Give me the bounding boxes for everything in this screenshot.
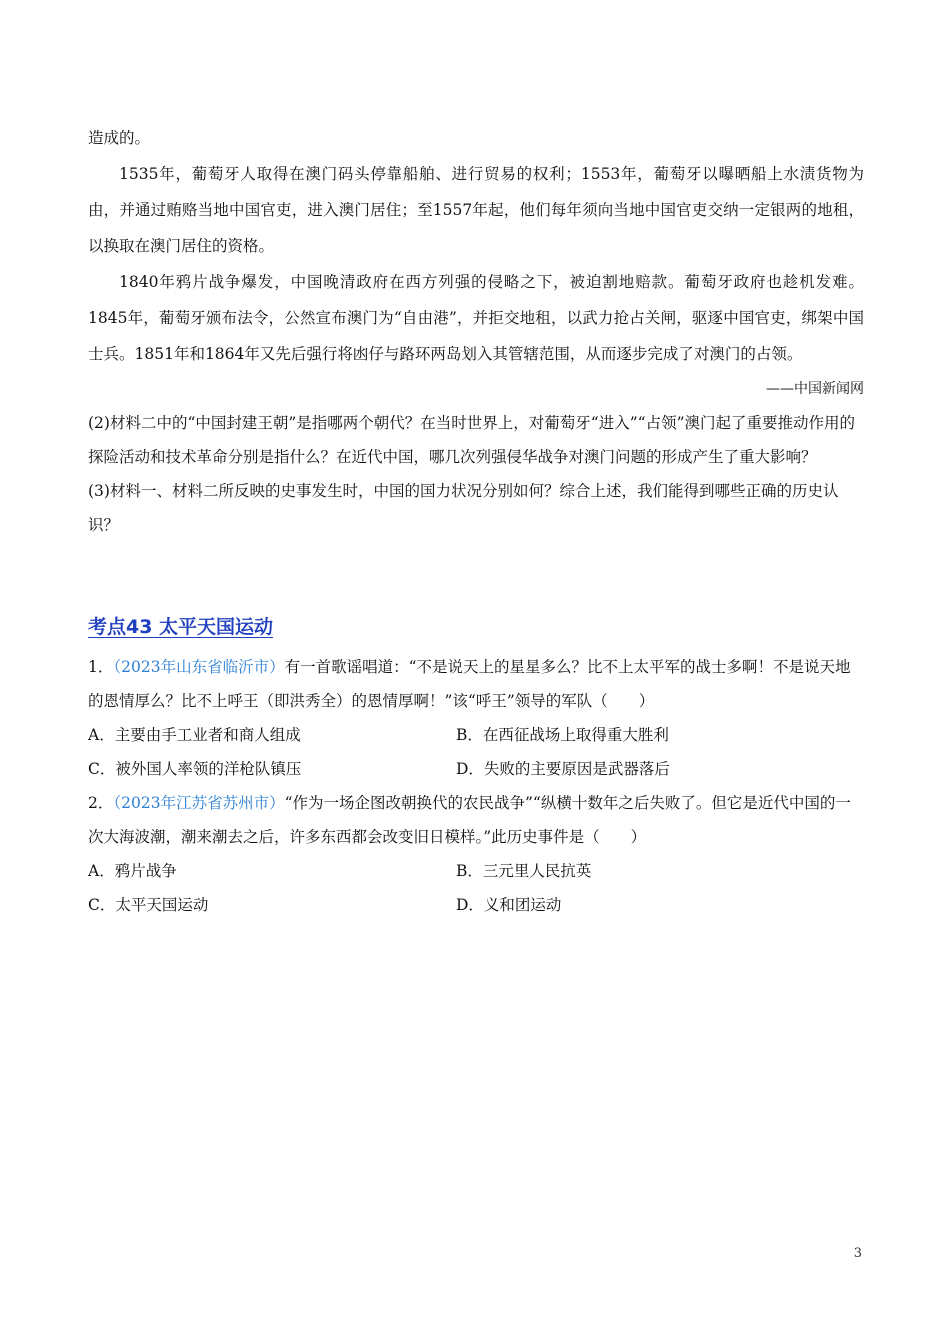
- option-d: D．义和团运动: [456, 896, 562, 914]
- material-paragraph-2: 1840年鸦片战争爆发，中国晚清政府在西方列强的侵略之下，被迫割地赔款。葡萄牙政府也趁机发难。1845年，葡萄牙颁布法令，公然宣布澳门为“自由港”，并拒交地租，以武力抢占关闸，驱逐中国官吏，绑架中国士兵。1851年和1864年又先后强行将凼仔与路环两岛划入其管辖范围，从而逐步完成了对澳门的占领。: [88, 273, 864, 363]
- question-item-2: [88, 786, 864, 922]
- question-number: 2．: [88, 794, 114, 812]
- section-heading: 考点43 太平天国运动: [88, 616, 274, 638]
- question-2: (2)材料二中的“中国封建王朝”是指哪两个朝代？在当时世界上，对葡萄牙“进入”“占领”澳门起了重要推动作用的探险活动和技术革命分别是指什么？在近代中国，哪几次列强侵华战争对澳门问题的形成产生了重大影响？: [88, 414, 856, 466]
- option-c: C．太平天国运动: [88, 896, 209, 914]
- source-tag: （2023年山东省临沂市）: [113, 658, 285, 676]
- question-stem: 有一首歌谣唱道：“不是说天上的星星多么？比不上太平军的战士多啊！不是说天地的恩情厚么？比不上呼王（即洪秀全）的恩情厚啊！”该“呼王”领导的军队（ ）: [88, 658, 851, 710]
- question-stem: “作为一场企图改朝换代的农民战争”“纵横十数年之后失败了。但它是近代中国的一次大海波潮，潮来潮去之后，许多东西都会改变旧日模样。”此历史事件是（ ）: [88, 794, 851, 846]
- material-paragraph-1: 1535年，葡萄牙人取得在澳门码头停靠船舶、进行贸易的权利；1553年，葡萄牙以曝晒船上水渍货物为由，并通过贿赂当地中国官吏，进入澳门居住；至1557年起，他们每年须向当地中国官吏交纳一定银两的地租，以换取在澳门居住的资格。: [88, 165, 864, 255]
- option-d: D．失败的主要原因是武器落后: [456, 760, 670, 778]
- option-c: C．被外国人率领的洋枪队镇压: [88, 760, 302, 778]
- option-a: A．鸦片战争: [88, 862, 177, 880]
- material-paragraph-0: 造成的。: [88, 129, 151, 147]
- question-number: 1．: [88, 658, 114, 676]
- question-3: (3)材料一、材料二所反映的史事发生时，中国的国力状况分别如何？综合上述，我们能得到哪些正确的历史认识？: [88, 482, 839, 534]
- option-b: B．在西征战场上取得重大胜利: [456, 726, 669, 744]
- source-tag: （2023年江苏省苏州市）: [113, 794, 285, 812]
- question-item-1: [88, 650, 864, 786]
- material-source: ——中国新闻网: [766, 381, 864, 397]
- option-a: A．主要由手工业者和商人组成: [88, 726, 301, 744]
- option-b: B．三元里人民抗英: [456, 862, 592, 880]
- page-number: 3: [853, 1246, 862, 1261]
- page-content: [88, 120, 864, 922]
